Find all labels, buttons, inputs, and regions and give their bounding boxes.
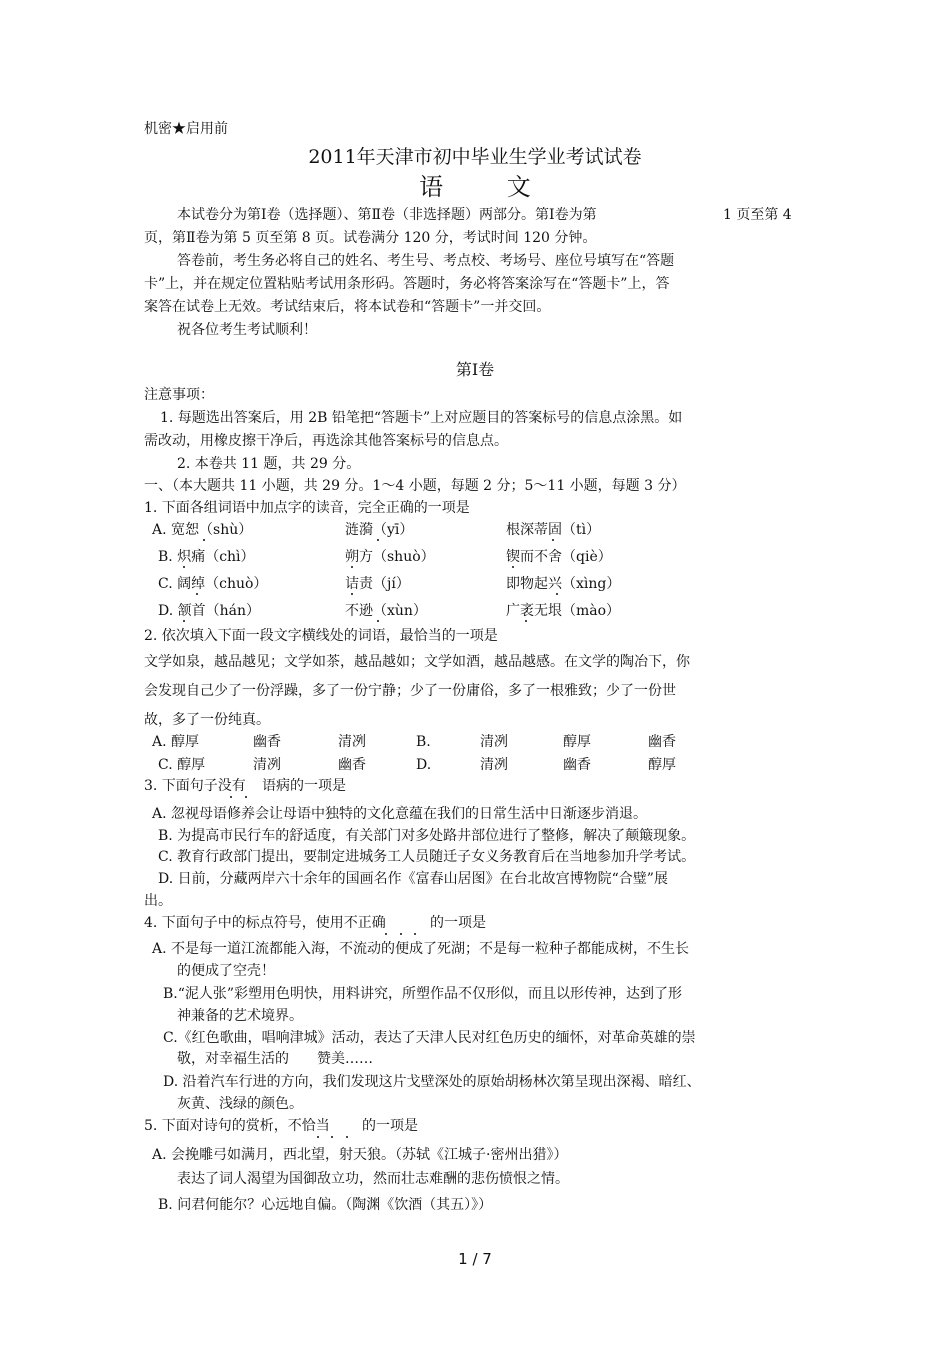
- option-line: D. 日前，分藏两岸六十余年的国画名作《富春山居图》在台北故宫博物院“合璧”展: [158, 871, 668, 887]
- intro-wish: 祝各位考生考试顺利！: [177, 322, 317, 338]
- intro-line: 卡”上，并在规定位置粘贴考试用条形码。答题时，务必将答案涂写在“答题卡”上，答: [144, 276, 670, 292]
- option-line: 出。: [144, 893, 172, 909]
- subject-title: 语 文: [419, 173, 559, 201]
- option-line: B. 为提高市民行车的舒适度，有关部门对多处路井部位进行了整修，解决了颠簸现象。: [158, 828, 696, 844]
- emphasis-dot: [512, 566, 514, 568]
- option-cell: 清冽: [253, 757, 281, 773]
- option-cell: 幽香: [563, 757, 591, 773]
- option-cell: 涟漪（yī）: [345, 522, 414, 538]
- emphasis-dot: [203, 539, 205, 541]
- option-line: 敬，对幸福生活的: [177, 1051, 289, 1067]
- emphasis-dot: [377, 620, 379, 622]
- emphasis-dot: [552, 539, 554, 541]
- note-line: 需改动，用橡皮擦干净后，再选涂其他答案标号的信息点。: [144, 433, 508, 449]
- option-line: B.“泥人张”彩塑用色明快，用料讲究，所塑作品不仅形似，而且以形传神，达到了形: [163, 986, 683, 1002]
- option-cell: 醇厚: [563, 734, 591, 750]
- part-header: 一、（本大题共 11 小题，共 29 分。1～4 小题，每题 2 分；5～11 小题，每题 3 分）: [144, 478, 686, 494]
- option-cell: 幽香: [648, 734, 676, 750]
- emphasis-dot: [183, 566, 185, 568]
- option-cell: A. 宽恕（shù）: [152, 522, 253, 538]
- question-stem: 5. 下面对诗句的赏析，不恰当: [144, 1118, 330, 1134]
- option-cell: 醇厚: [648, 757, 676, 773]
- page-number: 1 / 7: [458, 1250, 492, 1268]
- question-stem: 1. 下面各组词语中加点字的读音，完全正确的一项是: [144, 500, 470, 516]
- passage-line: 会发现自己少了一份浮躁，多了一份宁静；少了一份庸俗，多了一根雅致；少了一份世: [144, 683, 676, 699]
- option-cell: 不逊（xùn）: [345, 603, 427, 619]
- option-cell: C. 醇厚: [158, 757, 206, 773]
- intro-line: 1 页至第 4: [723, 207, 792, 223]
- emphasis-dot: [230, 796, 232, 798]
- option-cell: 清冽: [480, 734, 508, 750]
- option-cell: D.: [416, 757, 432, 773]
- option-line: 神兼备的艺术境界。: [177, 1008, 303, 1024]
- intro-line: 本试卷分为第Ⅰ卷（选择题）、第Ⅱ卷（非选择题）两部分。第Ⅰ卷为第: [177, 207, 597, 223]
- notes-title: 注意事项：: [144, 387, 214, 403]
- option-line: 表达了词人渴望为国御敌立功，然而壮志难酬的悲伤愤恨之情。: [177, 1171, 569, 1187]
- emphasis-dot: [196, 593, 198, 595]
- emphasis-dot: [400, 933, 402, 935]
- question-stem: 的一项是: [430, 915, 486, 931]
- option-line: 的便成了空壳！: [177, 963, 275, 979]
- option-cell: 广袤无垠（mào）: [506, 603, 621, 619]
- option-line: D. 沿着汽车行进的方向，我们发现这片戈壁深处的原始胡杨林次第呈现出深褐、暗红、: [163, 1074, 701, 1090]
- option-line: A. 会挽雕弓如满月，西北望，射天狼。（苏轼《江城子·密州出猎》）: [152, 1147, 568, 1163]
- passage-line: 文学如泉，越品越见；文学如茶，越品越如；文学如酒，越品越感。在文学的陶冶下，你: [144, 654, 690, 670]
- question-stem: 2. 依次填入下面一段文字横线处的词语，最恰当的一项是: [144, 628, 498, 644]
- intro-line: 答卷前，考生务必将自己的姓名、考生号、考点校、考场号、座位号填写在“答题: [177, 253, 675, 269]
- option-cell: 幽香: [338, 757, 366, 773]
- option-line: C. 教育行政部门提出，要制定进城务工人员随迁子女义务教育后在当地参加升学考试。: [158, 849, 696, 865]
- option-cell: 朔方（shuò）: [345, 549, 435, 565]
- question-stem: 3. 下面句子没有: [144, 778, 246, 794]
- emphasis-dot: [317, 1136, 319, 1138]
- option-line: C.《红色歌曲，唱响津城》活动，表达了天津人民对红色历史的缅怀，对革命英雄的崇: [163, 1030, 696, 1046]
- emphasis-dot: [183, 620, 185, 622]
- passage-line: 故，多了一份纯真。: [144, 712, 270, 728]
- section-heading: 第Ⅰ卷: [455, 360, 495, 379]
- question-stem: 语病的一项是: [262, 778, 346, 794]
- emphasis-dot: [556, 593, 558, 595]
- emphasis-dot: [351, 593, 353, 595]
- emphasis-dot: [377, 539, 379, 541]
- emphasis-dot: [525, 620, 527, 622]
- option-line: A. 不是每一道江流都能入海，不流动的便成了死湖；不是每一粒种子都能成树，不生长: [152, 941, 690, 957]
- emphasis-dot: [346, 1136, 348, 1138]
- option-cell: A. 醇厚: [152, 734, 200, 750]
- emphasis-dot: [385, 933, 387, 935]
- option-cell: 幽香: [253, 734, 281, 750]
- option-cell: 清冽: [338, 734, 366, 750]
- option-cell: D. 颔首（hán）: [158, 603, 261, 619]
- option-cell: 诘责（jí）: [345, 576, 410, 592]
- confidential-label: 机密★启用前: [144, 121, 228, 137]
- option-line: A. 忽视母语修养会让母语中独特的文化意蕴在我们的日常生活中日渐逐步消退。: [152, 806, 648, 822]
- question-stem: 4. 下面句子中的标点符号，使用不正确: [144, 915, 386, 931]
- option-cell: 锲而不舍（qiè）: [506, 549, 612, 565]
- note-line: 1. 每题选出答案后，用 2B 铅笔把“答题卡”上对应题目的答案标号的信息点涂黑。如: [160, 410, 683, 426]
- emphasis-dot: [414, 933, 416, 935]
- option-cell: 根深蒂固（tì）: [506, 522, 601, 538]
- emphasis-dot: [245, 796, 247, 798]
- option-line: 赞美……: [317, 1051, 373, 1067]
- exam-title: 2011年天津市初中毕业生学业考试试卷: [308, 146, 642, 168]
- intro-line: 案答在试卷上无效。考试结束后，将本试卷和“答题卡”一并交回。: [144, 299, 551, 315]
- note-line: 2. 本卷共 11 题，共 29 分。: [177, 456, 361, 472]
- emphasis-dot: [351, 566, 353, 568]
- emphasis-dot: [331, 1136, 333, 1138]
- option-cell: B. 炽痛（chì）: [158, 549, 255, 565]
- option-line: 灰黄、浅绿的颜色。: [177, 1096, 303, 1112]
- option-cell: B.: [416, 734, 431, 750]
- question-stem: 的一项是: [362, 1118, 418, 1134]
- option-cell: C. 阔绰（chuò）: [158, 576, 268, 592]
- option-cell: 即物起兴（xìng）: [506, 576, 621, 592]
- option-line: B. 问君何能尔？心远地自偏。（陶渊《饮酒（其五）》）: [158, 1197, 493, 1213]
- option-cell: 清冽: [480, 757, 508, 773]
- intro-line: 页，第Ⅱ卷为第 5 页至第 8 页。试卷满分 120 分，考试时间 120 分钟。: [144, 230, 597, 246]
